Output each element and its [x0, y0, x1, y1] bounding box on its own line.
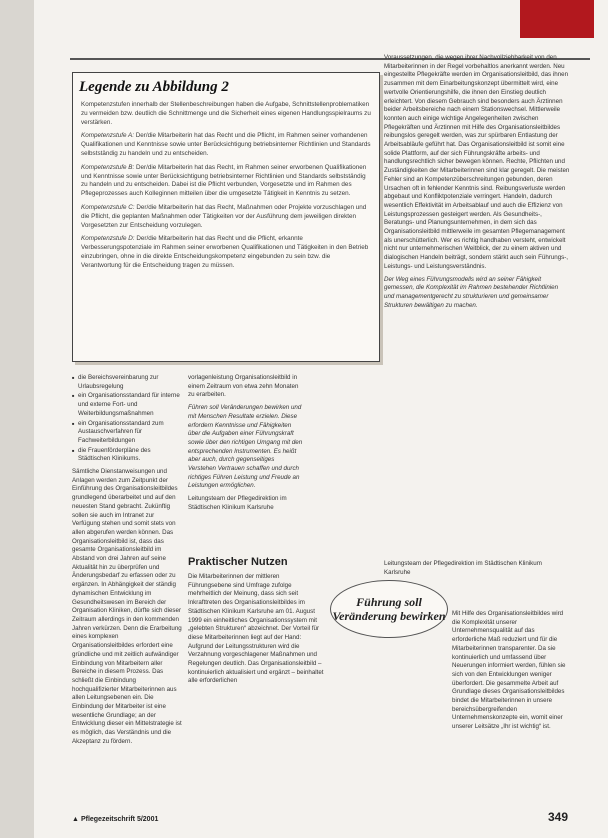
journal-name: Pflegezeitschrift 5/2001: [80, 816, 159, 823]
bullet-list: [72, 374, 182, 464]
column-middle-top: [188, 374, 303, 517]
list-item: ■ die Bereichsvereinbarung zur Urlaubsregelung: [72, 374, 182, 391]
section-heading: Praktischer Nutzen: [188, 556, 288, 568]
signature: Leitungsteam der Pflegedirektion im Städtischen Klinikum Karlsruhe: [384, 560, 542, 576]
page-number: 349: [548, 810, 569, 824]
signature: Leitungsteam der Pflegedirektion im Städtischen Klinikum Karlsruhe: [188, 495, 287, 511]
legend-stufe-d: Kompetenzstufe D: Der/die Mitarbeiterin hat das Recht und die Pflicht, erkannte Verbesserungspotenziale im Rahmen seiner erworbenen Qualifikationen und Tätigkeiten in den Betrieb einzubringen, ohne in die direkte Entscheidungskompetenz eingebunden zu sein bzw. die Verantwortung für die Entscheidung tragen zu müssen.: [81, 235, 369, 269]
italic-quote: Führen soll Veränderungen bewirken und mit Menschen Resultate erzielen. Diese erfordern Kenntnisse und Fähigkeiten über die Aufgaben einer Führungskraft sowie über den richtigen Umgang mit den entsprechenden Instrumenten. Es heißt aber auch, durch gegenseitiges Verstehen Vertrauen schaffen und durch richtiges Führen Leistung und Freude an Leistungen ermöglichen.: [188, 404, 303, 490]
body-paragraph: vorlagenleistung Organisationsleitbild in einem Zeitraum von etwa zehn Monaten zu erarbeiten.: [188, 374, 299, 399]
body-paragraph: Mit Hilfe des Organisationsleitbildes wird die Komplexität unserer Unternehmensqualität auf das erforderliche Maß reduziert und für die Mitarbeiterinnen transparenter. Da sie kontinuierlich und umfassend über Neuerungen informiert werden, fühlen sie sich von den Entwicklungen weniger überfordert. Die gesammelte Arbeit auf Grundlage dieses Organisationsleitbildes bindet die Mitarbeiterinnen in unsere bereichsübergreifenden Unternehmenskonzepte ein, womit einer unserer Leitsätze „Ihr ist wichtig“ ist.: [452, 610, 566, 731]
body-paragraph: Die Mitarbeiterinnen der mittleren Führungsebene sind Umfrage zufolge mehrheitlich der Meinung, dass sich seit Inkrafttreten des Organisationsleitbildes im Städtischen Klinikum Karlsruhe am 01. August 1999 ein einheitliches Organisationssystem mit „gelebten Strukturen“ abzeichnet. Der Vorteil für diese Mitarbeiterinnen liegt auf der Hand: Aufgrund der Leitungsstrukturen wird die Verzahnung vorgeschlagener Maßnahmen und Regelungen deutlich. Das Organisationsleitbild – kontinuierlich aktualisiert und ergänzt – beinhaltet alle erforderlichen: [188, 573, 324, 685]
column-middle-bottom: [188, 573, 324, 690]
pull-quote: Führung soll Veränderung bewirken: [330, 580, 448, 638]
legend-stufe-a: Kompetenzstufe A: Der/die Mitarbeiterin hat das Recht und die Pflicht, im Rahmen seiner vorhandenen Qualifikationen und Kenntnisse sowie unter Berücksichtigung betriebsinterner Richtlinien und Standards selbstständig zu handeln und zu entscheiden.: [81, 132, 371, 157]
legend-intro: Kompetenzstufen innerhalb der Stellenbeschreibungen haben die Aufgabe, Schnittstellenproblematiken zu vermeiden bzw. deutlich die Schnittmenge und die Sicherheit eines eigenen Handlungsspielraums zu verstärken.: [81, 101, 371, 126]
legend-box: [72, 72, 380, 362]
legend-stufe-b: Kompetenzstufe B: Der/die Mitarbeiterin hat das Recht, im Rahmen seiner erworbenen Qualifikationen und Kenntnisse sowie unter Berücksichtigung betriebsinterner Richtlinien und Standards selbstständig zu handeln und zu entscheiden. Dabei ist die Pflicht verbunden, Vorgesetzte und im Rahmen des Pflegeprozesses auch Kolleginnen mitteilen über die umgesetzte Tätigkeit in Kenntnis zu setzen.: [81, 163, 367, 198]
body-paragraph: Voraussetzungen, die wegen ihrer Nachvollziehbarkeit von den Mitarbeiterinnen in der Regel vorbehaltlos anerkannt werden. Neu eingestellte Pflegekräfte werden im Organisationsleitbild, das ihnen zusammen mit dem Einarbeitungskonzept übermittelt wird, eine wertvolle Orientierungshilfe, die ihnen den Einstieg deutlich erleichtert. Von diesem Gebrauch sind besonders auch Ärztinnen beider Arbeitsbereiche nach einem Stationswechsel. Mittlerweile konnten auch einige wichtige Angelegenheiten zwischen Pflegekräften und Ärztinnen mit Hilfe des Organisationsleitbildes reibungslos geregelt werden, was zur spürbaren Entlastung der Arbeitsabläufe geführt hat. Das Organisationsleitbild ist somit eine solide Plattform, auf der sich Führungskräfte arbeits- und handlungsrechtlich sicher bewegen können. Rechte, Pflichten und Zuständigkeiten der Mitarbeiterinnen sind klar geregelt. Die meisten Fehler sind an Kompetenzüberschreitungen gebunden, deren Ursachen oft in fehlender Kenntnis sind. Reibungsverluste werden abgebaut und Konfliktpotenziale verringert. Handeln, dadurch wesentlich Effektivität im Arbeitsablauf und auch die Effizienz von Leistungsprozessen gesteigert werden. Als Gesundheits-, Beratungs- und Planungsunternehmen, in dem sich das Organisationsleitbild mittlerweile im gesamten Pflegemanagement als unerschütterlich. Wer es richtig handhaben versteht, entwickelt nicht nur unternehmerischen Weitblick, der zu einem aktiven und dialogischen Handeln beiträgt, sondern stärkt auch sein Führungs-, Leistungs- und Leistungsverständnis.: [384, 54, 570, 270]
legend-stufe-c: Kompetenzstufe C: Der/die Mitarbeiterin hat das Recht, Maßnahmen oder Projekte vorzuschlagen und die Pflicht, die geplanten Maßnahmen oder Tätigkeiten vor der Ausführung dem jeweiligen direkten Vorgesetzten zur Entscheidung vorzulegen.: [81, 203, 367, 229]
body-paragraph: Sämtliche Dienstanweisungen und Anlagen werden zum Zeitpunkt der Einführung des Organisationsleitbildes grundlegend überarbeitet und auf den neuesten Stand gebracht. Zukünftig sollen sie auch im Intranet zur Verfügung stehen und somit stets von allen abgerufen werden können. Das Organisationsleitbild ist, dass das gesamte Organisationsleitbild im Abstand von drei Jahren auf seine Aktualität hin zu überprüfen und Änderungsbedarf zu erfassen oder zu ergänzen. In Abhängigkeit der ständig dynamischen Entwicklung im Gesundheitswesen im Bereich der Organisation Kliniken, dürfte sich dieser Zeitraum allerdings in den kommenden Jahren verkürzen. Denn die Erarbeitung eines komplexen Organisationsleitbildes erfordert eine gründliche und mit zeitlich aufwändiger Einbindung von Mitarbeitern aller Bereiche in diesem Prozess. Das schließt die Einbindung hochqualifizierter Mitarbeiterinnen aus allen Leitungsebenen ein. Die Einbindung der Mitarbeiter ist eine wesentliche Grundlage; an der Entwicklung dieser ein Mittelstrategie ist es möglich, das Verständnis und die Akzeptanz zu fördern.: [72, 468, 182, 745]
list-item: ■ ein Organisationsstandard für interne und externe Fort- und Weiterbildungsmaßnahmen: [72, 392, 182, 418]
column-right-top: [384, 54, 570, 314]
column-right-sign: [384, 560, 570, 581]
journal-logo-icon: ▲: [72, 816, 79, 823]
footer-journal: [72, 816, 158, 823]
list-item: ■ die Frauenförderpläne des Städtischen Klinikums.: [72, 447, 182, 464]
italic-quote: Der Weg eines Führungsmodells wird an seiner Fähigkeit gemessen, die Komplexität im Rahmen bestehender Richtlinien und managementgerecht zu strukturieren und gemeinsamer Strukturen bewältigen zu machen.: [384, 275, 559, 309]
list-item: ■ ein Organisationsstandard zum Austauschverfahren für Fachweiterbildungen: [72, 420, 182, 446]
column-right-wrap: [452, 610, 570, 736]
legend-title: Legende zu Abbildung 2: [79, 79, 229, 95]
red-corner-tab: [520, 0, 594, 38]
column-left: [72, 374, 182, 751]
